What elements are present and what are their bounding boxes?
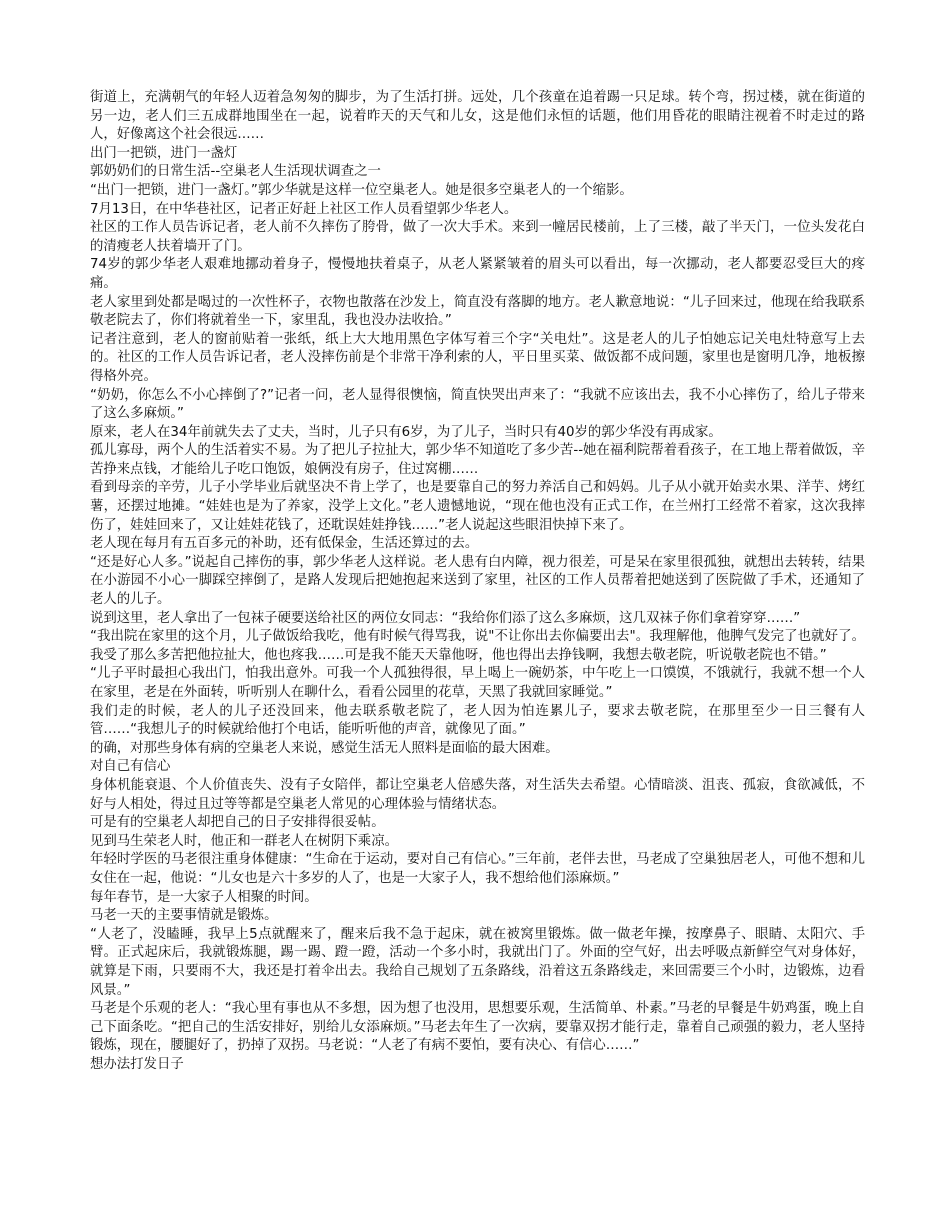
article-body (90, 89, 865, 1074)
subheading: 出门一把锁，进门一盏灯 (90, 145, 238, 161)
paragraph: 老人家里到处都是喝过的一次性杯子，衣物也散落在沙发上，简直没有落脚的地方。老人歉意地说：“儿子回来过，他现在给我联系敬老院去了，你们将就着坐一下，家里乱，我也没办法收拾。” (90, 294, 865, 329)
paragraph: “奶奶，你怎么不小心摔倒了?”记者一问，老人显得很懊恼，简直快哭出声来了：“我就不应该出去，我不小心摔伤了，给儿子带来了这么多麻烦。” (90, 387, 865, 422)
paragraph: 原来，老人在34年前就失去了丈夫，当时，儿子只有6岁，为了儿子，当时只有40岁的郭少华没有再成家。 (90, 424, 722, 440)
paragraph: 孤儿寡母，两个人的生活着实不易。为了把儿子拉扯大，郭少华不知道吃了多少苦--她在福利院帮着看孩子，在工地上帮着做饭，辛苦挣来点钱，才能给儿子吃口饱饭，娘俩没有房子，住过窝棚…… (90, 443, 865, 477)
paragraph: 街道上，充满朝气的年轻人迈着急匆匆的脚步，为了生活打拼。远处，几个孩童在追着踢一只足球。转个弯，拐过楼，就在街道的另一边，老人们三五成群地围坐在一起，说着昨天的天气和儿女，这是他们永恒的话题，他们用昏花的眼睛注视着不时走过的路人，好像离这个社会很远…… (90, 90, 865, 143)
paragraph: 社区的工作人员告诉记者，老人前不久摔伤了胯骨，做了一次大手术。来到一幢居民楼前，上了三楼，敲了半天门，一位头发花白的清瘦老人扶着墙开了门。 (90, 220, 865, 254)
paragraph: 见到马生荣老人时，他正和一群老人在树阴下乘凉。 (90, 833, 398, 849)
paragraph: 马老是个乐观的老人：“我心里有事也从不多想，因为想了也没用，思想要乐观，生活简单、朴素。”马老的早餐是牛奶鸡蛋，晚上自己下面条吃。“把自己的生活安排好，别给儿女添麻烦。”马老去年生了一次病，要靠双拐才能行走，靠着自己顽强的毅力，老人坚持锻炼，现在，腰腿好了，扔掉了双拐。马老说：“人老了有病不要怕，要有决心、有信心……” (90, 1001, 865, 1054)
paragraph: 年轻时学医的马老很注重身体健康：“生命在于运动，要对自己有信心。”三年前，老伴去世，马老成了空巢独居老人，可他不想和儿女住在一起，他说：“儿女也是六十多岁的人了，也是一大家子人，我不想给他们添麻烦。” (90, 852, 865, 886)
subheading: 对自己有信心 (90, 759, 171, 775)
paragraph: 我们走的时候，老人的儿子还没回来，他去联系敬老院了，老人因为怕连累儿子，要求去敬老院，在那里至少一日三餐有人管……“我想儿子的时候就给他打个电话，能听听他的声音，就像见了面。” (90, 703, 865, 738)
paragraph: 可是有的空巢老人却把自己的日子安排得很妥帖。 (90, 815, 385, 831)
subheading: 郭奶奶们的日常生活--空巢老人生活现状调查之一 (90, 164, 381, 180)
paragraph: 7月13日，在中华巷社区，记者正好赶上社区工作人员看望郭少华老人。 (90, 201, 518, 217)
paragraph: 看到母亲的辛劳，儿子小学毕业后就坚决不肯上学了，也是要靠自己的努力养活自己和妈妈。儿子从小就开始卖水果、洋芋、烤红薯，还摆过地摊。“娃娃也是为了养家，没学上文化。”老人遗憾地说，“现在他也没有正式工作，在兰州打工经常不着家，这次我摔伤了，娃娃回来了，又让娃娃花钱了，还耽误娃娃挣钱……”老人说起这些眼泪快掉下来了。 (90, 480, 865, 533)
paragraph: 马老一天的主要事情就是锻炼。 (90, 908, 278, 924)
paragraph: “出门一把锁，进门一盏灯。”郭少华就是这样一位空巢老人。她是很多空巢老人的一个缩影。 (90, 182, 633, 198)
paragraph: “儿子平时最担心我出门，怕我出意外。可我一个人孤独得很，早上喝上一碗奶茶，中午吃上一口馍馍，不饿就行，我就不想一个人在家里，老是在外面转，听听别人在聊什么，看看公园里的花草，天黑了我就回家睡觉。” (90, 666, 865, 700)
paragraph: 身体机能衰退、个人价值丧失、没有子女陪伴，都让空巢老人倍感失落，对生活失去希望。心情暗淡、沮丧、孤寂，食欲减低，不好与人相处，得过且过等等都是空巢老人常见的心理体验与情绪状态。 (90, 777, 865, 812)
paragraph: 说到这里，老人拿出了一包袜子硬要送给社区的两位女同志：“我给你们添了这么多麻烦，这几双袜子你们拿着穿穿……” (90, 610, 801, 626)
paragraph: 74岁的郭少华老人艰难地挪动着身子，慢慢地扶着桌子，从老人紧紧皱着的眉头可以看出，每一次挪动，老人都要忍受巨大的疼痛。 (90, 257, 865, 291)
paragraph: “我出院在家里的这个月，儿子做饭给我吃，他有时候气得骂我，说"不让你出去你偏要出去"。我理解他，他脾气发完了也就好了。我受了那么多苦把他拉扯大，他也疼我……可是我不能天天靠他呀，他也得出去挣钱啊，我想去敬老院，听说敬老院也不错。” (90, 629, 865, 663)
paragraph: 记者注意到，老人的窗前贴着一张纸，纸上大大地用黑色字体写着三个字“关电灶”。这是老人的儿子怕她忘记关电灶特意写上去的。社区的工作人员告诉记者，老人没摔伤前是个非常干净利索的人，平日里买菜、做饭都不成问题，家里也是窗明几净，地板擦得格外亮。 (90, 331, 865, 384)
paragraph: 老人现在每月有五百多元的补助，还有低保金，生活还算过的去。 (90, 536, 479, 552)
paragraph: “还是好心人多。”说起自己摔伤的事，郭少华老人这样说。老人患有白内障，视力很差，可是呆在家里很孤独，就想出去转转，结果在小游园不小心一脚踩空摔倒了，是路人发现后把她抱起来送到了家里，社区的工作人员帮着把她送到了医院做了手术，还通知了老人的儿子。 (90, 554, 865, 608)
subheading: 想办法打发日子 (90, 1056, 184, 1072)
paragraph: 每年春节，是一大家子人相聚的时间。 (90, 889, 318, 905)
paragraph: 的确，对那些身体有病的空巢老人来说，感觉生活无人照料是面临的最大困难。 (90, 740, 559, 756)
paragraph: “人老了，没瞌睡，我早上5点就醒来了，醒来后我不急于起床，就在被窝里锻炼。做一做老年操，按摩鼻子、眼睛、太阳穴、手臂。正式起床后，我就锻炼腿，踢一踢、蹬一蹬，活动一个多小时，我就出门了。外面的空气好，出去呼吸点新鲜空气对身体好，就算是下雨，只要雨不大，我还是打着伞出去。我给自己规划了五条路线，沿着这五条路线走，来回需要三个小时，边锻炼，边看风景。” (90, 926, 865, 998)
